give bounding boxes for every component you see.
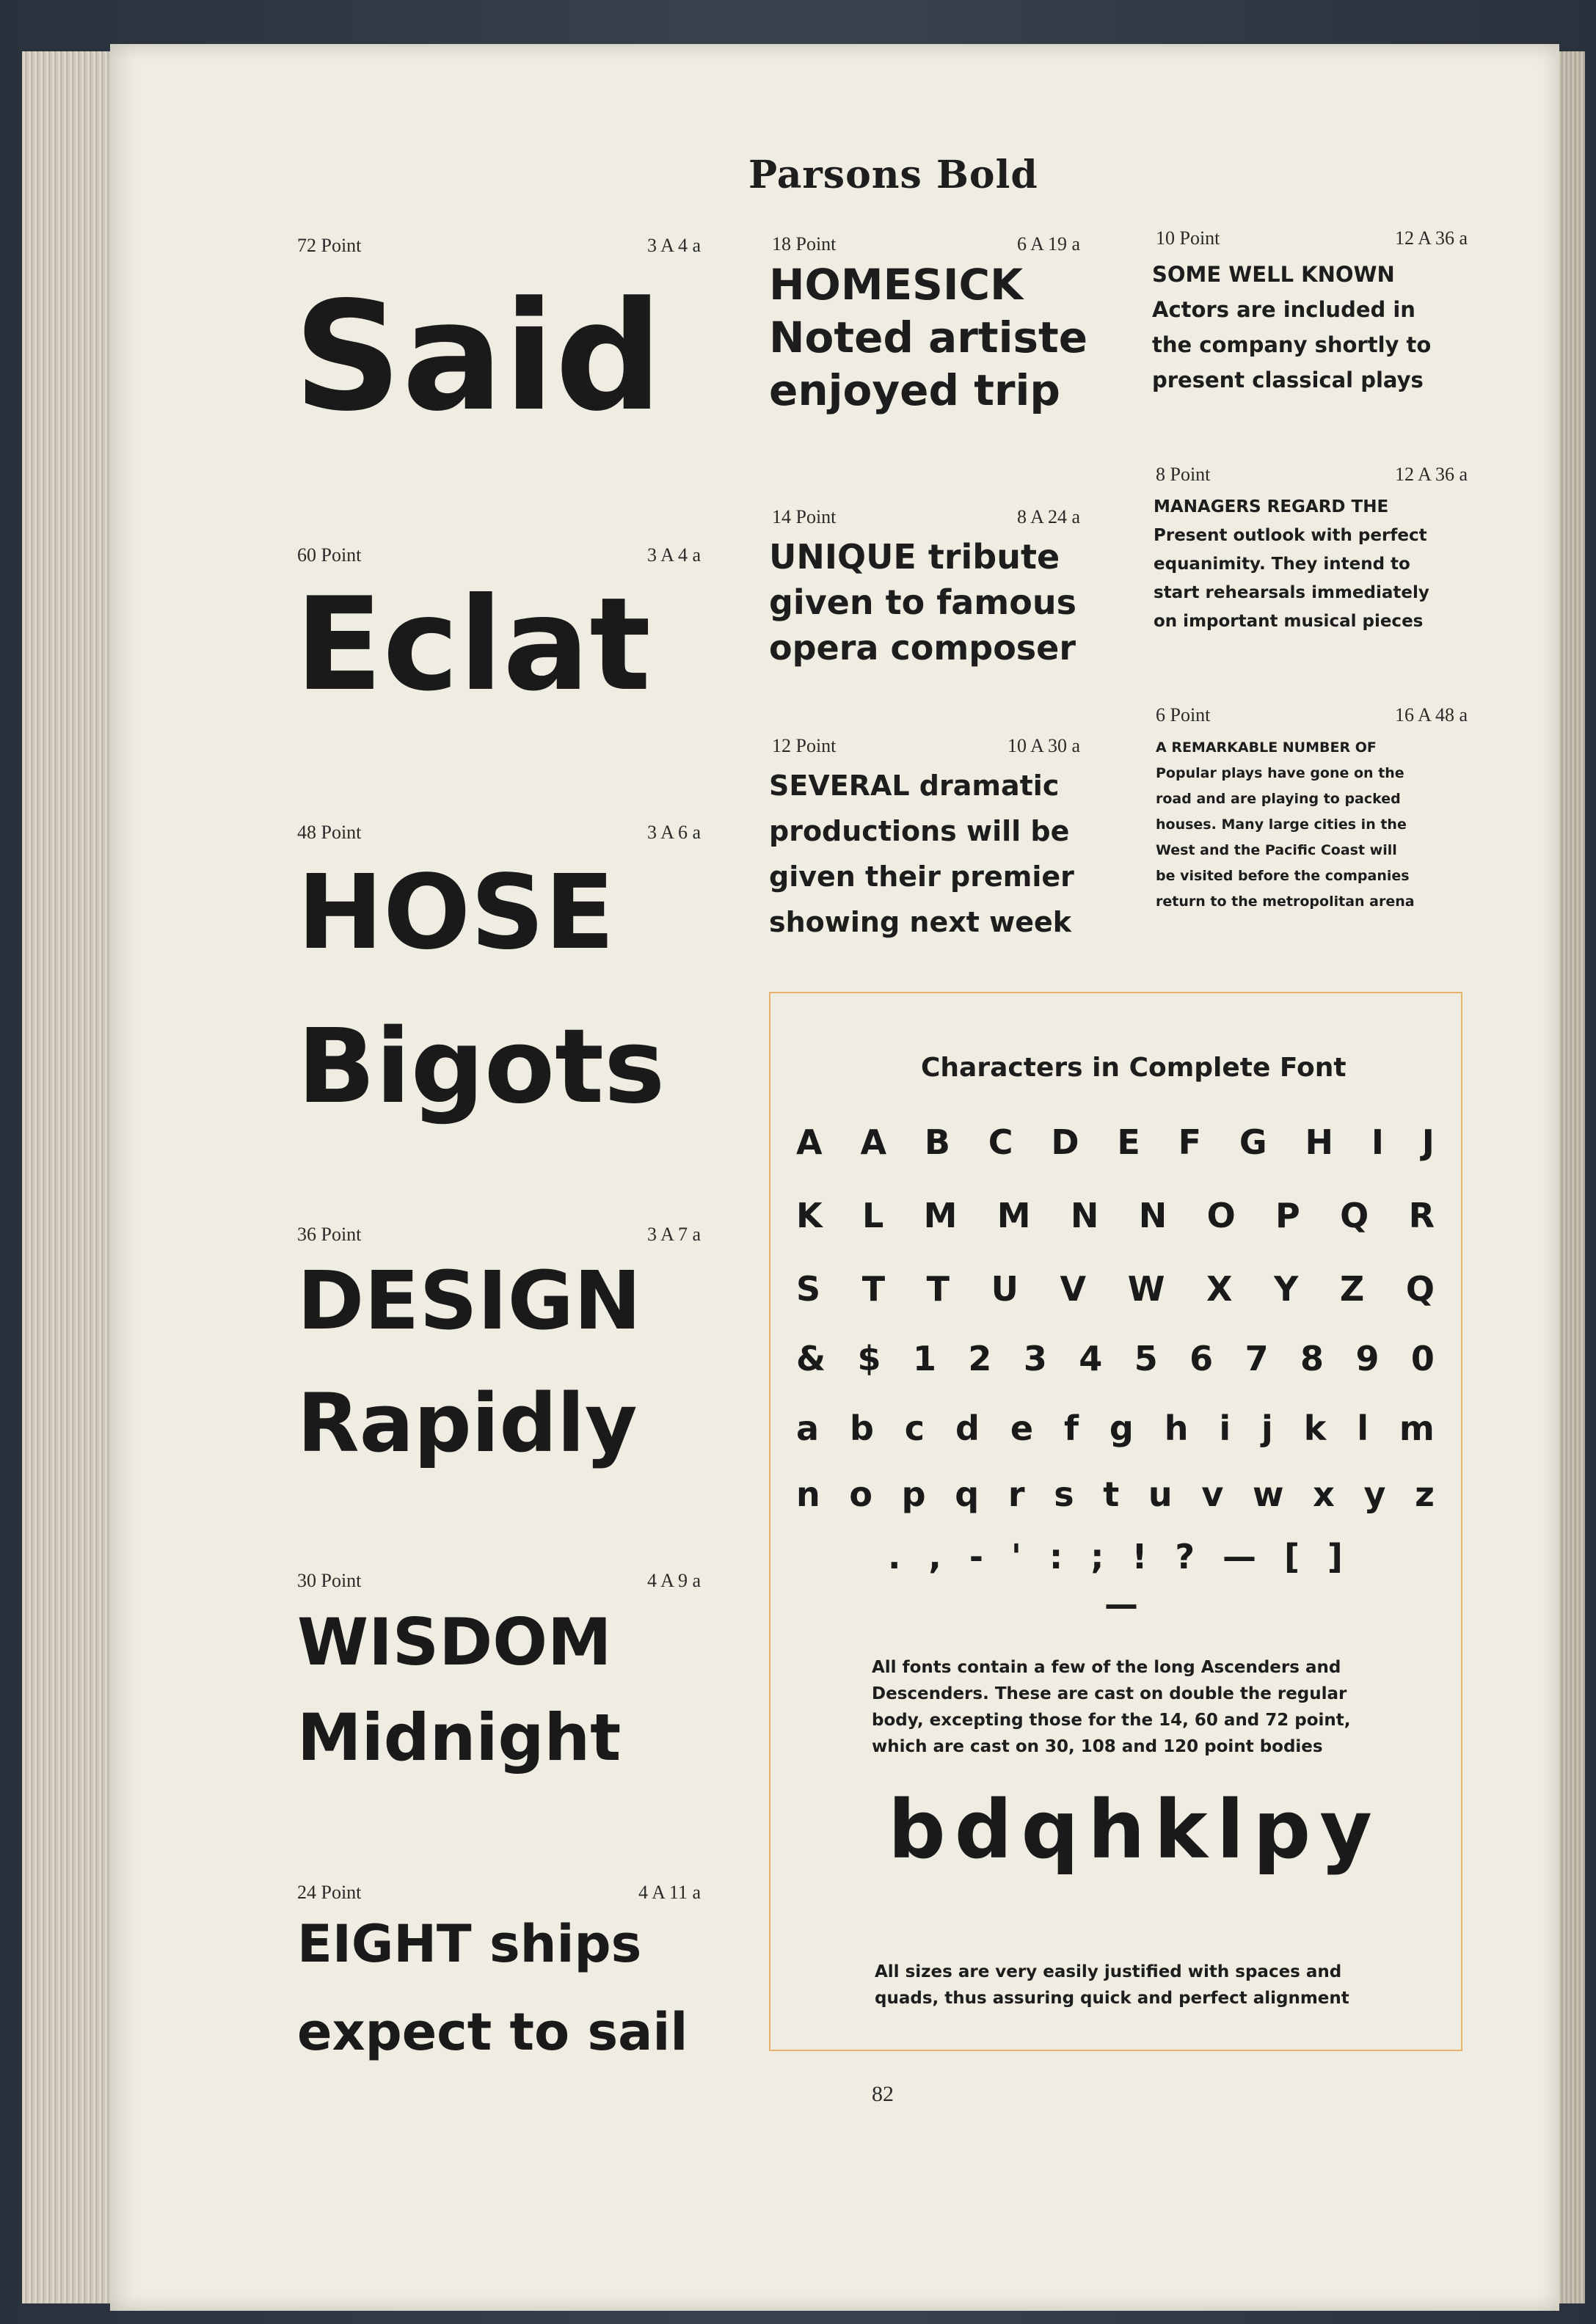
specimen-line: UNIQUE tribute	[769, 537, 1060, 577]
specimen-line: SOME WELL KNOWN	[1152, 262, 1395, 287]
specimen-line: Actors are included in	[1152, 297, 1415, 322]
point-size: 18 Point	[772, 233, 837, 255]
specimen-line: Midnight	[297, 1700, 622, 1775]
specimen-line: SEVERAL dramatic	[769, 770, 1060, 802]
glyph: -	[969, 1537, 983, 1576]
font-count: 4 A 9 a	[647, 1570, 701, 1591]
glyph: Q	[1405, 1269, 1435, 1309]
specimen-block	[769, 534, 1076, 670]
char-row	[796, 1475, 1435, 1514]
glyph: V	[1060, 1269, 1087, 1309]
glyph: U	[991, 1269, 1019, 1309]
glyph: D	[1051, 1122, 1079, 1162]
specimen-line: on important musical pieces	[1154, 612, 1424, 631]
glyph: M	[996, 1196, 1031, 1235]
char-row	[888, 1537, 1343, 1576]
point-size: 24 Point	[297, 1882, 362, 1903]
glyph: q	[955, 1475, 980, 1514]
glyph: R	[1408, 1196, 1435, 1235]
specimen-line: DESIGN	[297, 1254, 641, 1348]
specimen-size-label	[297, 822, 701, 845]
specimen-line: HOMESICK	[769, 260, 1024, 310]
glyph: q	[1021, 1783, 1079, 1877]
specimen-block	[1154, 493, 1429, 636]
glyph: g	[1109, 1408, 1134, 1448]
glyph: c	[904, 1408, 925, 1448]
specimen-line: start rehearsals immediately	[1154, 583, 1429, 602]
glyph: '	[1010, 1537, 1021, 1576]
glyph: —	[1222, 1537, 1257, 1576]
glyph: I	[1371, 1122, 1384, 1162]
note-line: quads, thus assuring quick and perfect alignment	[875, 1989, 1349, 2008]
glyph: k	[1303, 1408, 1327, 1448]
specimen-line: expect to sail	[297, 2002, 688, 2062]
glyph: y	[1319, 1783, 1372, 1877]
specimen-line: enjoyed trip	[769, 365, 1060, 415]
glyph: J	[1421, 1122, 1435, 1162]
note-line: body, excepting those for the 14, 60 and 72 point,	[872, 1711, 1351, 1730]
specimen-line: be visited before the companies	[1156, 868, 1410, 884]
specimen-line: Rapidly	[297, 1376, 638, 1470]
font-count: 16 A 48 a	[1395, 704, 1468, 726]
specimen-block	[1156, 735, 1415, 915]
specimen-line: houses. Many large cities in the	[1156, 816, 1407, 833]
glyph: P	[1275, 1196, 1300, 1235]
specimen-size-label	[297, 1882, 701, 1905]
note-line: which are cast on 30, 108 and 120 point bodies	[872, 1737, 1323, 1756]
specimen-block	[1152, 257, 1431, 398]
glyph: ,	[928, 1537, 941, 1576]
char-row	[796, 1408, 1435, 1448]
point-size: 36 Point	[297, 1224, 362, 1245]
glyph: 2	[968, 1339, 992, 1378]
glyph: 3	[1023, 1339, 1047, 1378]
glyph: F	[1178, 1122, 1202, 1162]
specimen-size-label	[772, 506, 1080, 530]
glyph: ]	[1327, 1537, 1343, 1576]
glyph: Q	[1340, 1196, 1369, 1235]
glyph: f	[1063, 1408, 1079, 1448]
specimen-line: Said	[294, 270, 663, 445]
point-size: 30 Point	[297, 1570, 362, 1591]
glyph: j	[1261, 1408, 1273, 1448]
glyph: l	[1216, 1783, 1245, 1877]
specimen-line: present classical plays	[1152, 368, 1424, 392]
glyph: d	[955, 1408, 980, 1448]
glyph: s	[1054, 1475, 1074, 1514]
glyph: y	[1363, 1475, 1386, 1514]
glyph: 7	[1245, 1339, 1269, 1378]
page-number: 82	[872, 2082, 894, 2106]
specimen-line: MANAGERS REGARD THE	[1154, 497, 1389, 516]
glyph: T	[926, 1269, 950, 1309]
font-count: 3 A 6 a	[647, 822, 701, 843]
point-size: 14 Point	[772, 506, 837, 527]
glyph: M	[923, 1196, 958, 1235]
glyph: h	[1164, 1408, 1189, 1448]
glyph: h	[1087, 1783, 1145, 1877]
point-size: 10 Point	[1156, 227, 1220, 249]
font-count: 3 A 4 a	[647, 235, 701, 256]
specimen-line: given their premier	[769, 860, 1074, 893]
glyph: X	[1206, 1269, 1233, 1309]
specimen-size-label	[1156, 227, 1468, 251]
specimen-line: Noted artiste	[769, 313, 1088, 362]
note-line: All sizes are very easily justified with spaces and	[875, 1962, 1342, 1981]
glyph: 6	[1189, 1339, 1214, 1378]
specimen-line: opera composer	[769, 628, 1076, 668]
glyph: L	[862, 1196, 884, 1235]
specimen-size-label	[1156, 464, 1468, 487]
char-row	[796, 1269, 1435, 1309]
point-size: 48 Point	[297, 822, 362, 843]
glyph: e	[1010, 1408, 1034, 1448]
glyph: A	[796, 1122, 823, 1162]
glyph: 5	[1134, 1339, 1158, 1378]
char-row	[796, 1339, 1435, 1378]
specimen-line: A REMARKABLE NUMBER OF	[1156, 739, 1377, 756]
glyph: k	[1154, 1783, 1208, 1877]
glyph: T	[861, 1269, 886, 1309]
glyph: A	[860, 1122, 887, 1162]
specimen-line: EIGHT ships	[297, 1914, 642, 1974]
specimen-line: Present outlook with perfect	[1154, 526, 1427, 545]
char-row	[796, 1122, 1435, 1162]
specimen-size-label	[297, 544, 701, 568]
specimen-size-label	[772, 735, 1080, 759]
specimen-line: Eclat	[295, 571, 652, 720]
glyph: C	[988, 1122, 1013, 1162]
point-size: 12 Point	[772, 735, 837, 756]
font-count: 12 A 36 a	[1395, 464, 1468, 485]
glyph: p	[901, 1475, 926, 1514]
glyph: r	[1007, 1475, 1025, 1514]
glyph: [	[1283, 1537, 1300, 1576]
glyph-extra-dash: —	[1104, 1585, 1138, 1624]
specimen-line: showing next week	[769, 906, 1072, 938]
specimen-line: productions will be	[769, 815, 1070, 847]
glyph: 0	[1410, 1339, 1435, 1378]
specimen-line: HOSE	[297, 853, 615, 973]
page-edges-right	[1556, 51, 1585, 2303]
glyph: i	[1219, 1408, 1231, 1448]
specimen-line: West and the Pacific Coast will	[1156, 842, 1397, 858]
font-note	[875, 1959, 1349, 2011]
glyph: N	[1070, 1196, 1099, 1235]
glyph: ;	[1090, 1537, 1104, 1576]
glyph: b	[888, 1783, 946, 1877]
specimen-line: equanimity. They intend to	[1154, 555, 1410, 574]
specimen-line: given to famous	[769, 582, 1076, 622]
note-line: All fonts contain a few of the long Ascenders and	[872, 1658, 1341, 1677]
glyph: m	[1399, 1408, 1435, 1448]
glyph: O	[1206, 1196, 1236, 1235]
long-ascenders-descenders	[888, 1783, 1372, 1877]
glyph: 1	[912, 1339, 936, 1378]
specimen-block	[769, 763, 1074, 945]
specimen-size-label	[297, 235, 701, 258]
glyph: n	[796, 1475, 820, 1514]
point-size: 72 Point	[297, 235, 362, 256]
font-count: 4 A 11 a	[638, 1882, 701, 1903]
specimen-line: WISDOM	[297, 1604, 612, 1680]
glyph: a	[796, 1408, 820, 1448]
page-edges-left	[22, 51, 117, 2303]
glyph: v	[1201, 1475, 1224, 1514]
glyph: &	[796, 1339, 826, 1378]
specimen-size-label	[1156, 704, 1468, 728]
glyph: l	[1357, 1408, 1369, 1448]
glyph: p	[1253, 1783, 1311, 1877]
glyph: :	[1049, 1537, 1063, 1576]
specimen-line: road and are playing to packed	[1156, 791, 1401, 807]
glyph: $	[857, 1339, 881, 1378]
glyph: K	[796, 1196, 823, 1235]
point-size: 6 Point	[1156, 704, 1211, 726]
glyph: E	[1117, 1122, 1140, 1162]
glyph: B	[924, 1122, 950, 1162]
glyph: 4	[1079, 1339, 1103, 1378]
specimen-line: the company shortly to	[1152, 332, 1432, 357]
font-count: 6 A 19 a	[1017, 233, 1080, 255]
glyph: N	[1138, 1196, 1167, 1235]
glyph: Z	[1339, 1269, 1365, 1309]
glyph: x	[1313, 1475, 1335, 1514]
glyph: S	[796, 1269, 821, 1309]
glyph: b	[849, 1408, 874, 1448]
note-line: Descenders. These are cast on double the regular	[872, 1684, 1347, 1703]
font-count: 8 A 24 a	[1017, 506, 1080, 527]
glyph: G	[1239, 1122, 1267, 1162]
font-count: 3 A 4 a	[647, 544, 701, 566]
font-count: 12 A 36 a	[1395, 227, 1468, 249]
glyph: Y	[1274, 1269, 1299, 1309]
glyph: 8	[1300, 1339, 1324, 1378]
specimen-line: return to the metropolitan arena	[1156, 894, 1415, 910]
specimen-size-label	[297, 1224, 701, 1247]
font-box-heading: Characters in Complete Font	[921, 1053, 1347, 1083]
glyph: w	[1252, 1475, 1284, 1514]
glyph: t	[1103, 1475, 1120, 1514]
specimen-line: Bigots	[297, 1007, 666, 1127]
point-size: 60 Point	[297, 544, 362, 566]
glyph: 9	[1355, 1339, 1380, 1378]
font-count: 10 A 30 a	[1007, 735, 1080, 756]
glyph: W	[1127, 1269, 1165, 1309]
glyph: !	[1132, 1537, 1148, 1576]
specimen-size-label	[772, 233, 1080, 257]
glyph: u	[1148, 1475, 1173, 1514]
specimen-block	[769, 258, 1087, 417]
glyph: ?	[1175, 1537, 1195, 1576]
font-count: 3 A 7 a	[647, 1224, 701, 1245]
glyph: d	[954, 1783, 1013, 1877]
char-row	[796, 1196, 1435, 1235]
glyph: H	[1305, 1122, 1333, 1162]
page-title: Parsons Bold	[748, 153, 1038, 197]
specimen-line: Popular plays have gone on the	[1156, 765, 1404, 781]
font-note	[872, 1654, 1351, 1760]
specimen-size-label	[297, 1570, 701, 1593]
glyph: .	[888, 1537, 901, 1576]
glyph: z	[1415, 1475, 1435, 1514]
point-size: 8 Point	[1156, 464, 1211, 485]
glyph: o	[849, 1475, 873, 1514]
